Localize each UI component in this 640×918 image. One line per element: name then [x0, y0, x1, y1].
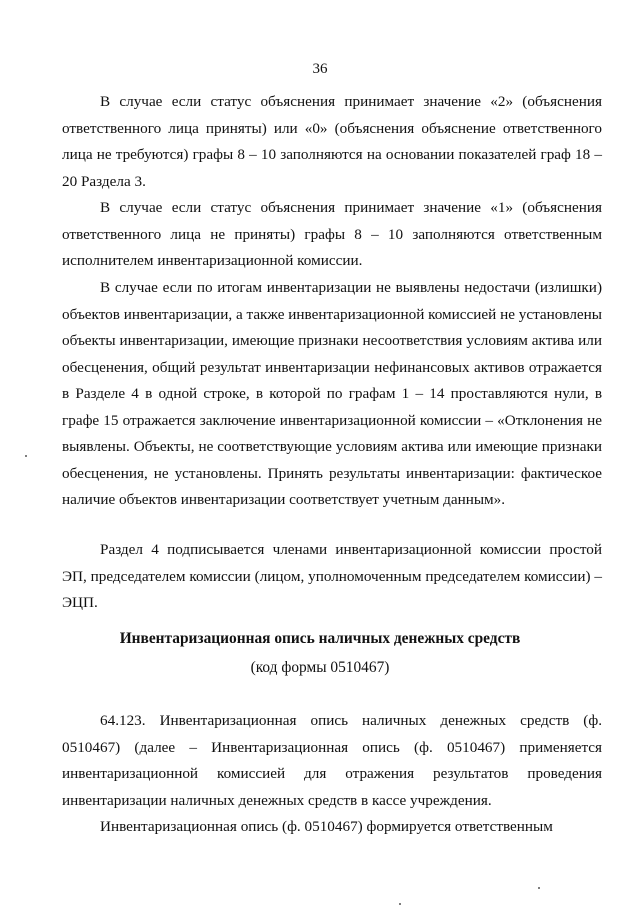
scan-speck: [538, 887, 540, 889]
paragraph-formation: Инвентаризационная опись (ф. 0510467) формируется ответственным: [100, 818, 553, 835]
section-heading: Инвентаризационная опись наличных денежных средств: [119, 630, 521, 647]
page-number: 36: [312, 61, 328, 77]
paragraph-status-2-0: В случае если статус объяснения принимает значение «2» (объяснения ответственного лица приняты) или «0» (объяснения объяснение ответственного лица не требуются) графы 8 – 10 заполняются на основании показателей граф 18 – 20 Раздела 3.: [62, 93, 602, 190]
scan-speck: [25, 455, 27, 457]
scan-speck: [399, 903, 401, 905]
paragraph-no-shortages: В случае если по итогам инвентаризации не выявлены недостачи (излишки) объектов инвентаризации, а также инвентаризационной комиссией не установлены объекты инвентаризации, имеющие признаки несоответствия условиям актива или обесценения, общий результат инвентаризации нефинансовых активов отражается в Разделе 4 в одной строке, в которой по графам 1 – 14 проставляются нули, в графе 15 отражается заключение инвентаризационной комиссии – «Отклонения не выявлены. Объекты, не соответствующие условиям актива или имеющие признаки обесценения, не установлены. Принять результаты инвентаризации: фактическое наличие объектов инвентаризации соответствует учетным данным».: [62, 279, 602, 508]
paragraph-status-1: В случае если статус объяснения принимает значение «1» (объяснения ответственного лица не приняты) графы 8 – 10 заполняются ответственным исполнителем инвентаризационной комиссии.: [62, 199, 602, 269]
paragraph-section-4-signing: Раздел 4 подписывается членами инвентаризационной комиссии простой ЭП, председателем комиссии (лицом, уполномоченным председателем комиссии) – ЭЦП.: [62, 541, 602, 611]
paragraph-64-123: 64.123. Инвентаризационная опись наличных денежных средств (ф. 0510467) (далее – Инвентаризационная опись (ф. 0510467) применяется инвентаризационной комиссией для отражения результатов проведения инвентаризации наличных денежных средств в кассе учреждения.: [62, 712, 602, 809]
section-form-code: (код формы 0510467): [250, 659, 390, 676]
